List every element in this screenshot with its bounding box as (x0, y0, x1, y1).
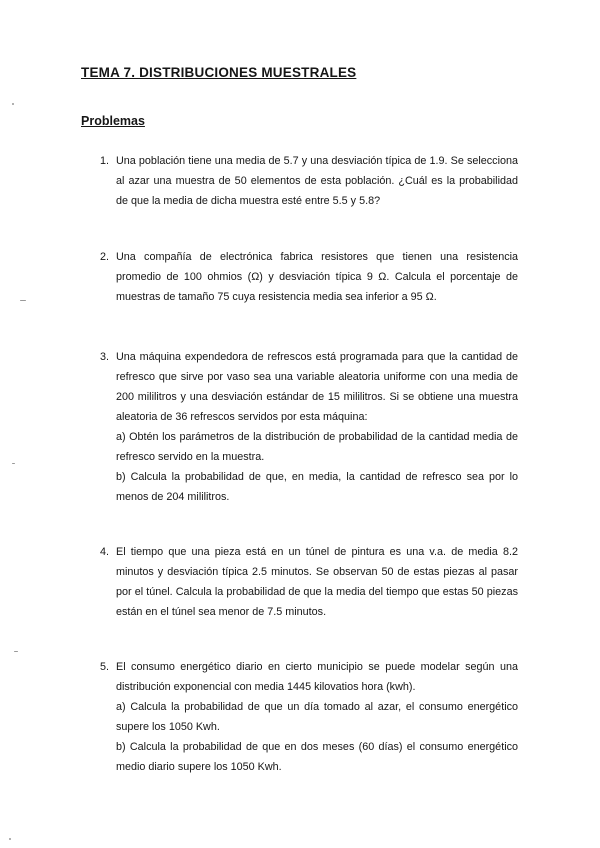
problem-3 (100, 347, 518, 507)
page-title: TEMA 7. DISTRIBUCIONES MUESTRALES (81, 65, 357, 80)
problem-part-a: a) Obtén los parámetros de la distribución de probabilidad de la cantidad media de refresco servido en la muestra. (116, 431, 518, 463)
scan-speck (14, 651, 18, 652)
problem-number: 5. (100, 661, 110, 673)
problem-text: Una máquina expendedora de refrescos está programada para que la cantidad de refresco que sirve por vaso sea una variable aleatoria uniforme con una media de 200 mililitros y una desviación estándar de 15 mililitros. Si se obtiene una muestra aleatoria de 36 refrescos servidos por esta máquina: (116, 351, 518, 423)
problem-5 (100, 657, 518, 777)
problem-1 (100, 151, 518, 211)
problem-text: Una población tiene una media de 5.7 y una desviación típica de 1.9. Se selecciona al azar una muestra de 50 elementos de esta población. ¿Cuál es la probabilidad de que la media de dicha muestra esté entre 5.5 y 5.8? (116, 155, 518, 207)
problem-part-a: a) Calcula la probabilidad de que un día tomado al azar, el consumo energético supere los 1050 Kwh. (116, 701, 518, 733)
scan-speck (12, 103, 14, 105)
scan-speck (12, 463, 15, 464)
problem-number: 4. (100, 546, 110, 558)
problem-text: Una compañía de electrónica fabrica resistores que tienen una resistencia promedio de 100 ohmios (Ω) y desviación típica 9 Ω. Calcula el porcentaje de muestras de tamaño 75 cuya resistencia media sea inferior a 95 Ω. (116, 251, 518, 303)
problem-number: 2. (100, 251, 110, 263)
problem-number: 3. (100, 351, 110, 363)
problem-text: El consumo energético diario en cierto municipio se puede modelar según una distribución exponencial con media 1445 kilovatios hora (kwh). (116, 661, 518, 693)
problem-part-b: b) Calcula la probabilidad de que en dos meses (60 días) el consumo energético medio diario supere los 1050 Kwh. (116, 741, 518, 773)
problem-4 (100, 542, 518, 622)
problem-number: 1. (100, 155, 110, 167)
problem-text: El tiempo que una pieza está en un túnel de pintura es una v.a. de media 8.2 minutos y desviación típica 2.5 minutos. Se observan 50 de estas piezas al pasar por el túnel. Calcula la probabilidad de que la media del tiempo que estas 50 piezas están en el túnel sea menor de 7.5 minutos. (116, 546, 518, 618)
section-heading: Problemas (81, 114, 145, 128)
scan-speck (20, 300, 26, 301)
scan-speck (9, 838, 11, 840)
problem-2 (100, 247, 518, 307)
problem-part-b: b) Calcula la probabilidad de que, en media, la cantidad de refresco sea por lo menos de 204 mililitros. (116, 471, 518, 503)
